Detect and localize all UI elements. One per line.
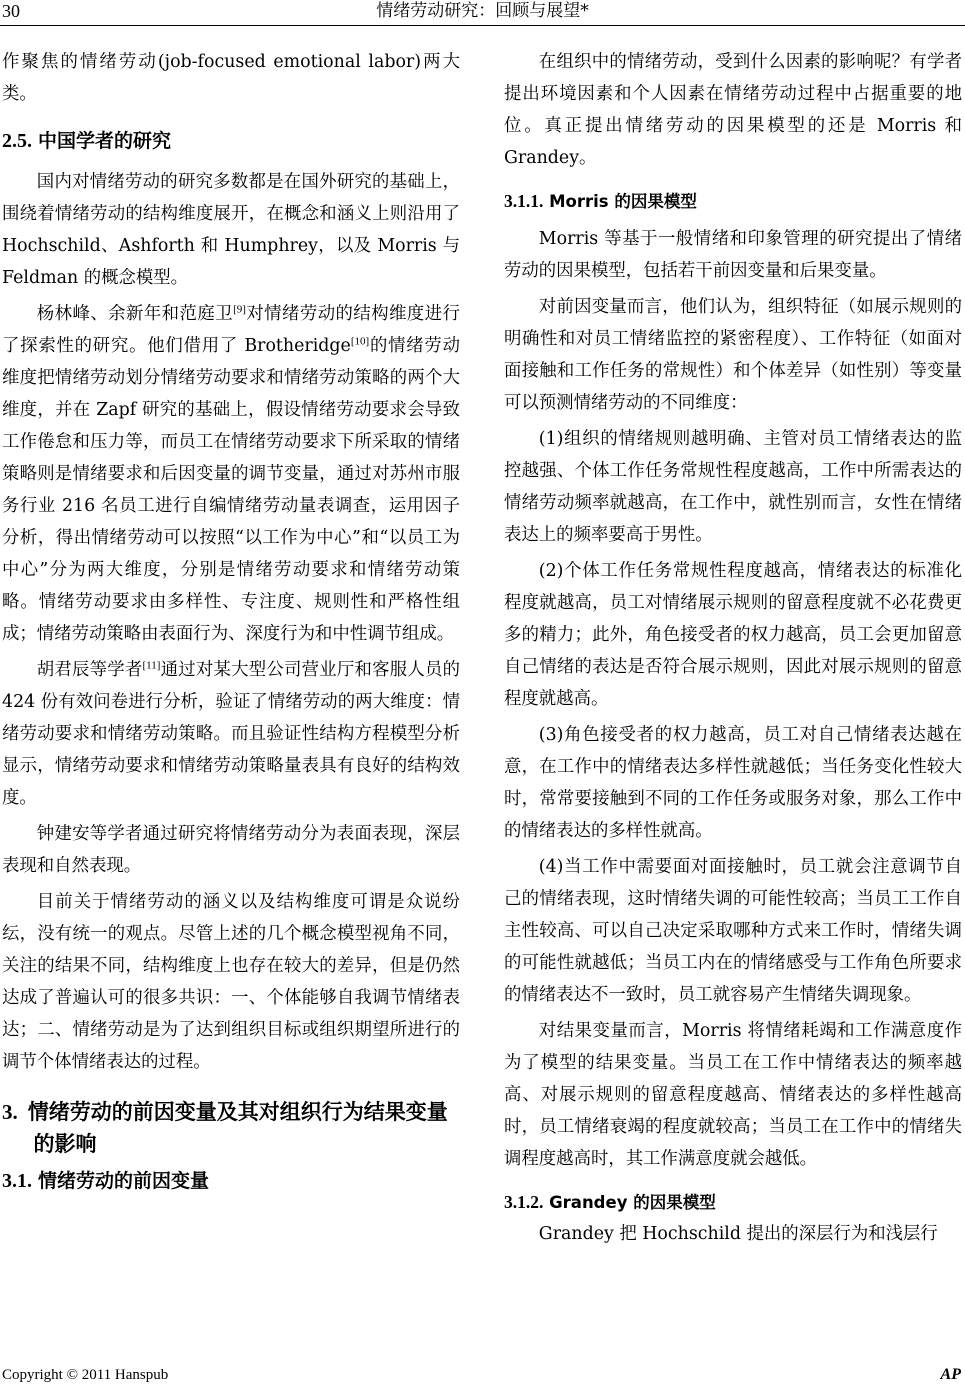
citation-ref: [10] [350, 335, 370, 348]
paragraph: (3)角色接受者的权力越高，员工对自己情绪表达越在意，在工作中的情绪表达多样性就越低；当任务变化性较大时，常常要接触到不同的工作任务或服务对象，那么工作中的情绪表达的多样性就高。 [504, 725, 962, 841]
subsection-heading-3-1-1 [504, 186, 962, 217]
header-rule [0, 25, 965, 26]
section-title: 情绪劳动的前因变量及其对组织行为结果变量的影响 [27, 1100, 448, 1156]
subsection-heading-3-1-2 [504, 1187, 962, 1218]
section-title: Morris 的因果模型 [549, 192, 697, 211]
paragraph: 目前关于情绪劳动的涵义以及结构维度可谓是众说纷纭，没有统一的观点。尽管上述的几个概念模型视角不同，关注的结果不同，结构维度上也存在较大的差异，但是仍然达成了普遍认可的很多共识：一、个体能够自我调节情绪表达；二、情绪劳动是为了达到组织目标或组织期望所进行的调节个体情绪表达的过程。 [2, 892, 460, 1072]
copyright-notice: Copyright © 2011 Hanspub [2, 1367, 169, 1383]
paragraph: Morris 等基于一般情绪和印象管理的研究提出了情绪劳动的因果模型，包括若干前因变量和后果变量。 [504, 229, 962, 281]
paragraph-truncated: Grandey 把 Hochschild 提出的深层行为和浅层行 [538, 1224, 938, 1244]
paragraph [2, 654, 460, 814]
paragraph: 在组织中的情绪劳动，受到什么因素的影响呢？有学者提出环境因素和个人因素在情绪劳动过程中占据重要的地位。真正提出情绪劳动的因果模型的还是 Morris 和 Grandey。 [504, 52, 962, 168]
paragraph-continued: 作聚焦的情绪劳动(job-focused emotional labor)两大类。 [2, 52, 460, 104]
text-run: 胡君辰等学者 [36, 660, 143, 680]
section-number: 2.5. [2, 130, 32, 152]
page-number: 30 [2, 1, 20, 21]
section-heading-2-5 [2, 126, 460, 156]
citation-ref: [11] [142, 659, 161, 672]
text-run: 杨林峰、余新年和范庭卫 [36, 304, 234, 324]
section-title: 情绪劳动的前因变量 [38, 1170, 210, 1192]
text-run: 通过对某大型公司营业厅和客服人员的 424 份有效问卷进行分析，验证了情绪劳动的两大维度：情绪劳动要求和情绪劳动策略。而且验证性结构方程模型分析显示，情绪劳动要求和情绪劳动策略量表具有良好的结构效度。 [2, 660, 460, 808]
citation-ref: [9] [233, 303, 246, 316]
right-column [504, 46, 962, 1346]
paragraph: 对前因变量而言，他们认为，组织特征（如展示规则的明确性和对员工情绪监控的紧密程度）、工作特征（如面对面接触和工作任务的常规性）和个体差异（如性别）等变量可以预测情绪劳动的不同维度： [504, 297, 962, 413]
paragraph: 对结果变量而言，Morris 将情绪耗竭和工作满意度作为了模型的结果变量。当员工在工作中情绪表达的频率越高、对展示规则的留意程度越高、情绪表达的多样性越高时，员工情绪衰竭的程度就较高；当员工在工作中的情绪失调程度越高时，其工作满意度就会越低。 [504, 1021, 962, 1169]
section-number: 3. [2, 1100, 18, 1124]
paragraph: 国内对情绪劳动的研究多数都是在国外研究的基础上，围绕着情绪劳动的结构维度展开，在概念和涵义上则沿用了 Hochschild、Ashforth 和 Humphrey，以及 Morris 与 Feldman 的概念模型。 [2, 172, 460, 288]
journal-abbreviation: AP [940, 1366, 961, 1383]
page-footer [0, 1365, 965, 1385]
paragraph [2, 298, 460, 650]
running-header [0, 0, 965, 24]
text-run: 对情绪劳动的结构维度进行了探索性的研究。他们借用了 Brotheridge [2, 304, 460, 356]
section-number: 3.1. [2, 1170, 32, 1192]
paragraph: (2)个体工作任务常规性程度越高，情绪表达的标准化程度就越高，员工对情绪展示规则的留意程度就不必花费更多的精力；此外，角色接受者的权力越高，员工会更加留意自己情绪的表达是否符合展示规则，因此对展示规则的留意程度就越高。 [504, 561, 962, 709]
left-column [2, 46, 460, 1346]
section-number: 3.1.2. [504, 1192, 544, 1212]
paragraph: (1)组织的情绪规则越明确、主管对员工情绪表达的监控越强、个体工作任务常规性程度越高，工作中所需表达的情绪劳动频率就越高，在工作中，就性别而言，女性在情绪表达上的频率要高于男性。 [504, 429, 962, 545]
section-title: Grandey 的因果模型 [549, 1193, 716, 1212]
running-title: 情绪劳动研究：回顾与展望* [376, 1, 589, 21]
text-run: 的情绪劳动维度把情绪劳动划分情绪劳动要求和情绪劳动策略的两个大维度，并在 Zapf 研究的基础上，假设情绪劳动要求会导致工作倦怠和压力等，而员工在情绪劳动要求下所采取的情绪策略则是情绪要求和后因变量的调节变量，通过对苏州市服务行业 216 名员工进行自编情绪劳动量表调查，运用因子分析，得出情绪劳动可以按照“以工作为中心”和“以员工为中心”分为两大维度，分别是情绪劳动要求和情绪劳动策略。情绪劳动要求由多样性、专注度、规则性和严格性组成；情绪劳动策略由表面行为、深度行为和中性调节组成。 [2, 336, 460, 644]
section-heading-3-1 [2, 1166, 460, 1196]
paragraph: (4)当工作中需要面对面接触时，员工就会注意调节自己的情绪表现，这时情绪失调的可能性较高；当员工工作自主性较高、可以自己决定采取哪种方式来工作时，情绪失调的可能性就越低；当员工内在的情绪感受与工作角色所要求的情绪表达不一致时，员工就容易产生情绪失调现象。 [504, 857, 962, 1005]
section-number: 3.1.1. [504, 191, 544, 211]
paragraph: 钟建安等学者通过研究将情绪劳动分为表面表现，深层表现和自然表现。 [2, 824, 460, 876]
section-heading-3 [2, 1096, 460, 1160]
section-title: 中国学者的研究 [38, 130, 172, 152]
